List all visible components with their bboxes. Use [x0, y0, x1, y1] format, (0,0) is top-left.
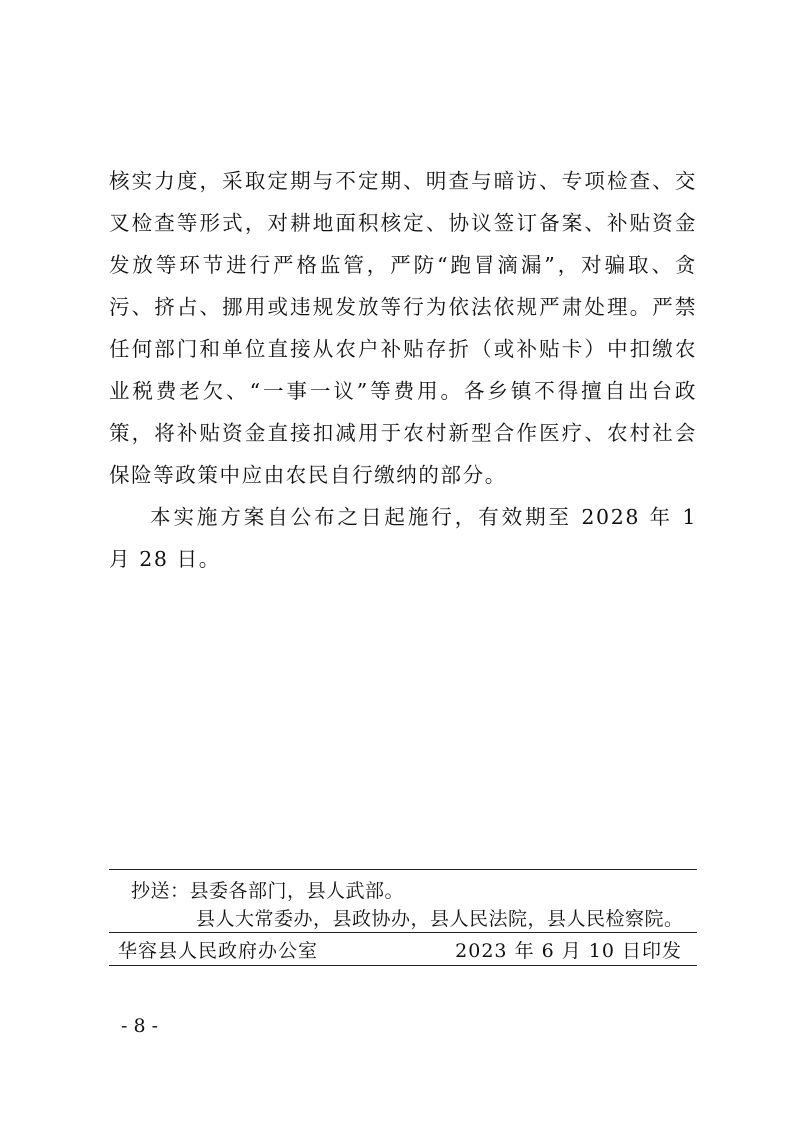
issuing-office: 华容县人民政府办公室: [118, 940, 319, 962]
cc-top-rule: [109, 869, 697, 870]
issue-date: 2023 年 6 月 10 日印发: [455, 940, 682, 962]
cc-recipients-line-1: 抄送：县委各部门，县人武部。: [131, 880, 405, 902]
body-text: [109, 160, 697, 580]
issuer-bottom-rule: [109, 965, 697, 966]
cc-recipients-line-2: 县人大常委办，县政协办，县人民法院，县人民检察院。: [196, 908, 684, 930]
cc-bottom-rule: [109, 932, 697, 933]
page-number: - 8 -: [121, 1015, 159, 1037]
body-paragraph: 核实力度，采取定期与不定期、明查与暗访、专项检查、交叉检查等形式，对耕地面积核定、协议签订备案、补贴资金发放等环节进行严格监管，严防“跑冒滴漏”，对骗取、贪污、挤占、挪用或违规发放等行为依法依规严肃处理。严禁任何部门和单位直接从农户补贴存折（或补贴卡）中扣缴农业税费老欠、“一事一议”等费用。各乡镇不得擅自出台政策，将补贴资金直接扣减用于农村新型合作医疗、农村社会保险等政策中应由农民自行缴纳的部分。: [109, 169, 697, 487]
effective-date-paragraph: 本实施方案自公布之日起施行，有效期至 2028 年 1 月 28 日。: [109, 505, 697, 571]
